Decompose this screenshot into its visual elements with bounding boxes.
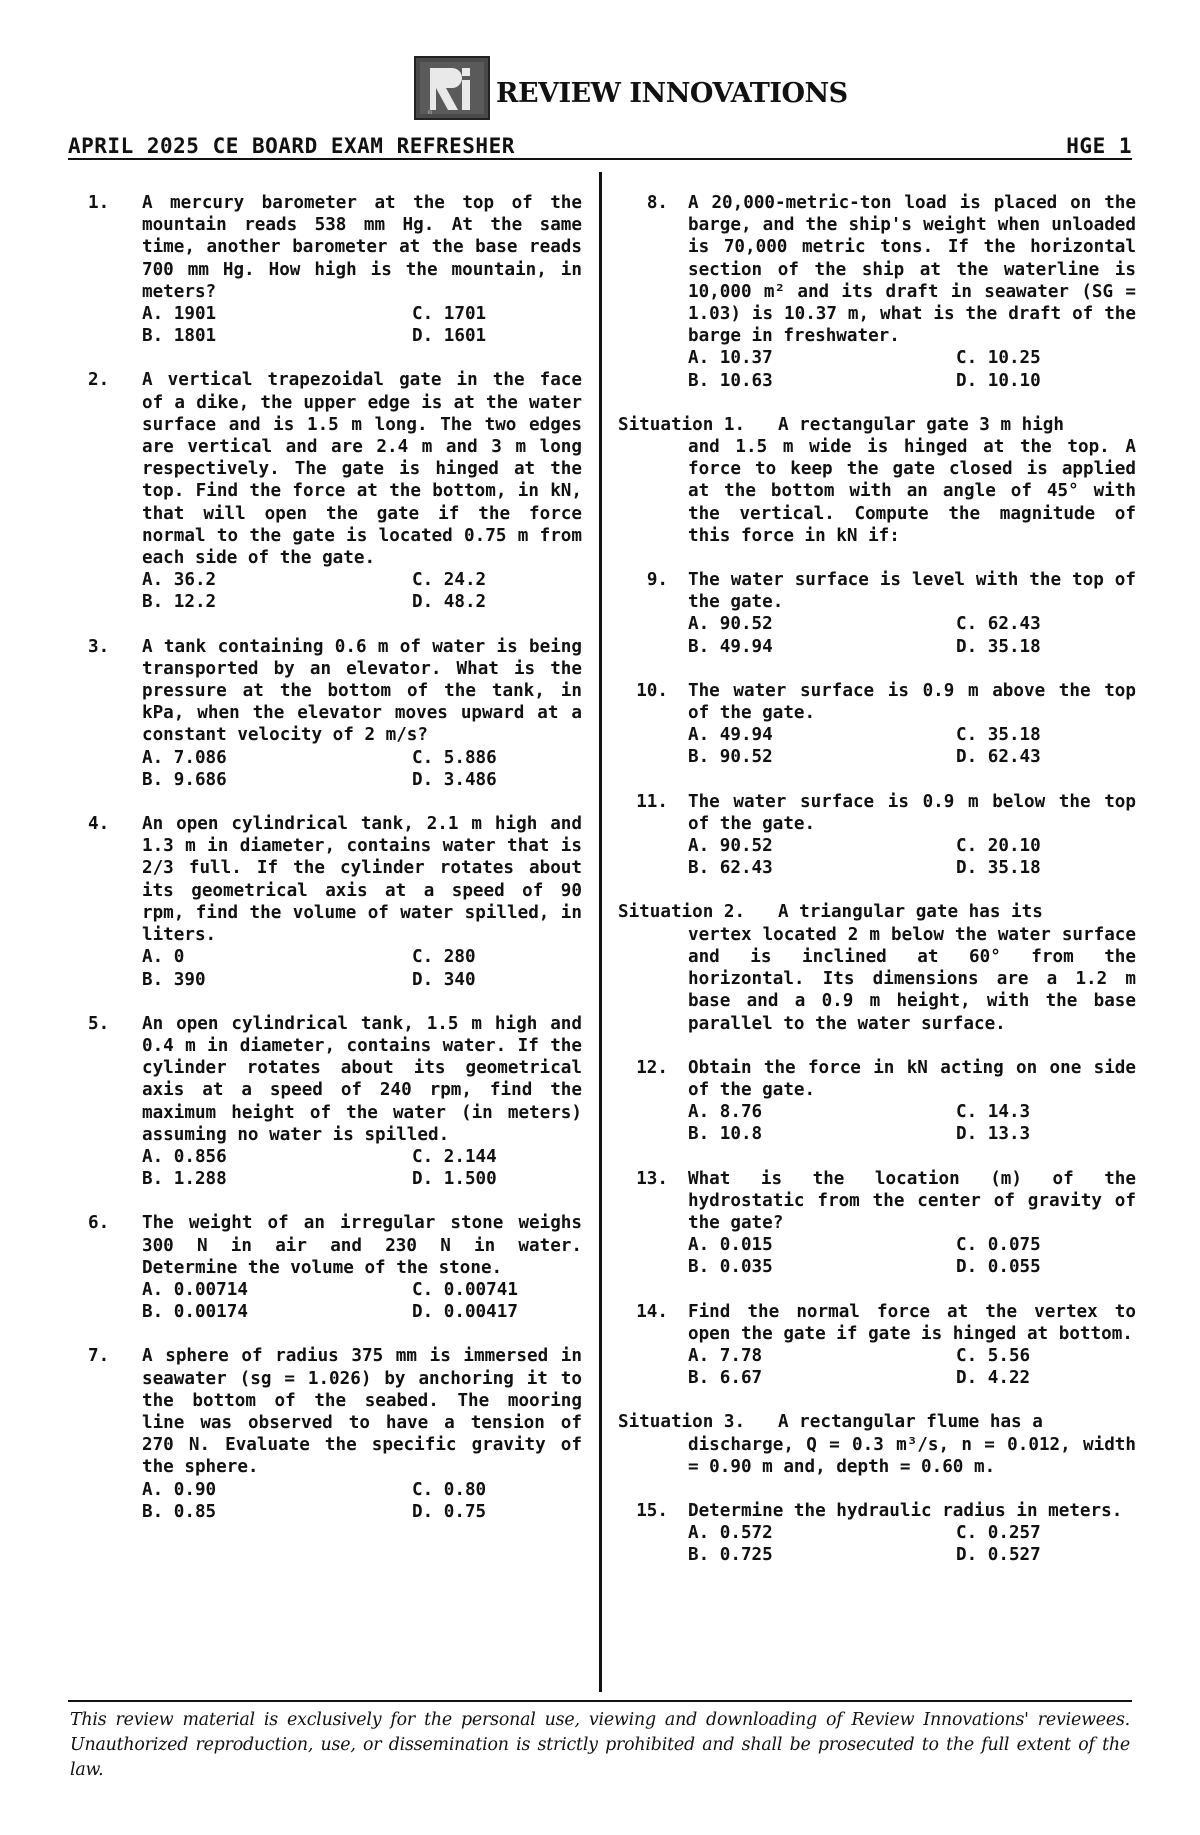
choice-d: D. 13.3 — [956, 1124, 1031, 1145]
question-number: 11. — [636, 791, 668, 812]
situation-label: Situation 1. — [618, 414, 746, 435]
situation-first-line: A rectangular flume has a — [778, 1412, 1043, 1433]
choice-c: C. 5.886 — [412, 747, 497, 768]
question-9 — [618, 569, 1136, 658]
question-number: 15. — [636, 1500, 668, 1521]
question-11 — [618, 791, 1136, 880]
choice-b: B. 9.686 — [142, 769, 227, 790]
choices — [142, 569, 582, 613]
situation-first-line: A rectangular gate 3 m high — [778, 414, 1064, 435]
question-text: An open cylindrical tank, 1.5 m high and 0.4 m in diameter, contains water. If the cylinder rotates about its geometrical axis at a speed of 240 rpm, find the maximum height of the water (in meters) assuming no water is spilled. — [142, 1013, 582, 1145]
choice-c: C. 62.43 — [956, 614, 1041, 635]
choice-d: D. 0.527 — [956, 1545, 1041, 1566]
choice-d: D. 35.18 — [956, 858, 1041, 879]
question-number: 14. — [636, 1301, 668, 1322]
question-text: A 20,000-metric-ton load is placed on the barge, and the ship's weight when unloaded is 70,000 metric tons. If the horizontal section of the ship at the waterline is 10,000 m² and its draft in seawater (SG = 1.03) is 10.37 m, what is the draft of the barge in freshwater. — [688, 193, 1136, 347]
choice-a: A. 1901 — [142, 304, 217, 325]
choice-a: A. 0.572 — [688, 1523, 773, 1544]
choice-a: A. 36.2 — [142, 570, 217, 591]
column-divider — [599, 172, 602, 1692]
choice-c: C. 10.25 — [956, 348, 1041, 369]
question-number: 8. — [646, 193, 668, 213]
question-7 — [86, 1345, 582, 1523]
question-5 — [86, 1013, 582, 1191]
question-number: 6. — [88, 1213, 110, 1234]
situation-first-line: A triangular gate has its — [778, 902, 1043, 923]
question-number: 1. — [88, 193, 110, 213]
choice-c: C. 0.075 — [956, 1235, 1041, 1256]
brand-name: REVIEW INNOVATIONS — [496, 77, 848, 109]
choice-a: A. 0.856 — [142, 1146, 227, 1167]
question-15 — [618, 1500, 1136, 1567]
choice-d: D. 48.2 — [412, 592, 487, 613]
question-number: 2. — [88, 370, 110, 391]
choices — [688, 724, 1136, 768]
question-1 — [86, 192, 582, 347]
choice-d: D. 0.055 — [956, 1257, 1041, 1278]
choice-b: B. 10.63 — [688, 370, 773, 391]
choice-b: B. 0.00174 — [142, 1302, 248, 1323]
question-number: 10. — [636, 680, 668, 701]
choice-d: D. 3.486 — [412, 769, 497, 790]
choices — [142, 1279, 582, 1323]
footer-rule — [68, 1700, 1132, 1702]
choice-a: A. 0 — [142, 947, 185, 968]
choice-b: B. 390 — [142, 969, 206, 990]
logo — [414, 55, 848, 121]
situation-label: Situation 3. — [618, 1412, 746, 1433]
situation-1 — [618, 414, 1136, 547]
choices — [688, 347, 1136, 391]
choices — [142, 747, 582, 791]
logo-ri-icon — [416, 58, 488, 118]
question-2 — [86, 369, 582, 613]
choice-b: B. 62.43 — [688, 858, 773, 879]
situation-3 — [618, 1411, 1136, 1478]
choices — [688, 1234, 1136, 1278]
question-13 — [618, 1168, 1136, 1279]
choice-c: C. 14.3 — [956, 1102, 1031, 1123]
choice-b: B. 10.8 — [688, 1124, 763, 1145]
choice-c: C. 0.00741 — [412, 1279, 518, 1300]
choice-d: D. 1.500 — [412, 1169, 497, 1190]
question-text: An open cylindrical tank, 2.1 m high and 1.3 m in diameter, contains water that is 2/3 full. If the cylinder rotates about its geometrical axis at a speed of 90 rpm, find the volume of water spilled, in liters. — [142, 814, 582, 946]
choice-d: D. 4.22 — [956, 1368, 1031, 1389]
choice-b: B. 49.94 — [688, 636, 773, 657]
choice-a: A. 90.52 — [688, 836, 773, 857]
choice-b: B. 0.85 — [142, 1501, 217, 1522]
choice-a: A. 0.00714 — [142, 1279, 248, 1300]
question-4 — [86, 813, 582, 991]
choice-c: C. 2.144 — [412, 1146, 497, 1167]
choice-a: A. 0.90 — [142, 1479, 217, 1500]
choice-b: B. 0.725 — [688, 1545, 773, 1566]
right-column — [618, 192, 1136, 1589]
choice-d: D. 0.75 — [412, 1501, 487, 1522]
header-rule — [68, 158, 1132, 160]
question-8 — [618, 192, 1136, 392]
choice-b: B. 1801 — [142, 326, 217, 347]
situation-2 — [618, 901, 1136, 1034]
question-number: 3. — [88, 636, 110, 657]
choices — [688, 1101, 1136, 1145]
choice-d: D. 62.43 — [956, 747, 1041, 768]
choice-b: B. 6.67 — [688, 1368, 763, 1389]
choice-d: D. 35.18 — [956, 636, 1041, 657]
choice-a: A. 7.086 — [142, 747, 227, 768]
situation-text: discharge, Q = 0.3 m³/s, n = 0.012, width = 0.90 m and, depth = 0.60 m. — [688, 1434, 1136, 1477]
situation-label: Situation 2. — [618, 902, 746, 923]
question-6 — [86, 1212, 582, 1323]
choice-c: C. 20.10 — [956, 836, 1041, 857]
question-text: The water surface is 0.9 m above the top of the gate. — [688, 680, 1136, 724]
question-14 — [618, 1301, 1136, 1390]
choices — [142, 1146, 582, 1190]
choice-b: B. 0.035 — [688, 1257, 773, 1278]
choice-c: C. 1701 — [412, 304, 487, 325]
question-number: 9. — [646, 570, 668, 591]
choice-d: D. 1601 — [412, 326, 487, 347]
choices — [688, 1345, 1136, 1389]
footer-disclaimer: This review material is exclusively for the personal use, viewing and downloading of Review Innovations' reviewees. Unauthorized reproduction, use, or dissemination is strictly prohibited and shall be prosecuted to the full extent of the law. — [70, 1710, 1130, 1780]
question-number: 7. — [88, 1346, 110, 1367]
subject-code: HGE 1 — [1066, 134, 1132, 158]
question-text: Obtain the force in kN acting on one side of the gate. — [688, 1057, 1136, 1100]
choice-c: C. 24.2 — [412, 570, 487, 591]
question-number: 13. — [636, 1168, 668, 1189]
question-text: Determine the hydraulic radius in meters. — [688, 1500, 1123, 1521]
choice-c: C. 35.18 — [956, 725, 1041, 746]
question-text: The weight of an irregular stone weighs 300 N in air and 230 N in water. Determine the volume of the stone. — [142, 1213, 582, 1278]
question-text: A vertical trapezoidal gate in the face of a dike, the upper edge is at the water surface and is 1.5 m long. The two edges are vertical and are 2.4 m and 3 m long respectively. The gate is hinged at the top. Find the force at the bottom, in kN, that will open the gate if the force normal to the gate is located 0.75 m from each side of the gate. — [142, 370, 582, 569]
question-3 — [86, 636, 582, 791]
choice-a: A. 7.78 — [688, 1345, 763, 1366]
choices — [688, 835, 1136, 879]
question-number: 4. — [88, 814, 110, 835]
choice-d: D. 10.10 — [956, 370, 1041, 391]
logo-mark — [414, 56, 490, 120]
question-text: The water surface is 0.9 m below the top of the gate. — [688, 791, 1136, 834]
question-number: 12. — [636, 1057, 668, 1078]
choice-b: B. 12.2 — [142, 592, 217, 613]
exam-title: APRIL 2025 CE BOARD EXAM REFRESHER — [68, 134, 515, 158]
choice-c: C. 0.80 — [412, 1479, 487, 1500]
question-12 — [618, 1057, 1136, 1146]
choices — [688, 613, 1136, 657]
choice-b: B. 90.52 — [688, 747, 773, 768]
question-text: What is the location (m) of the hydrostatic from the center of gravity of the gate? — [688, 1168, 1136, 1233]
choice-b: B. 1.288 — [142, 1169, 227, 1190]
choice-a: A. 90.52 — [688, 614, 773, 635]
choice-c: C. 280 — [412, 947, 476, 968]
choice-a: A. 0.015 — [688, 1235, 773, 1256]
header-row — [68, 132, 1132, 158]
choice-c: C. 0.257 — [956, 1523, 1041, 1544]
choice-a: A. 10.37 — [688, 348, 773, 369]
question-text: The water surface is level with the top of the gate. — [688, 570, 1136, 613]
choice-c: C. 5.56 — [956, 1345, 1031, 1366]
choice-d: D. 0.00417 — [412, 1302, 518, 1323]
question-10 — [618, 680, 1136, 769]
question-text: A sphere of radius 375 mm is immersed in seawater (sg = 1.026) by anchoring it to the bottom of the seabed. The mooring line was observed to have a tension of 270 N. Evaluate the specific gravity of the sphere. — [142, 1346, 582, 1478]
choices — [142, 946, 582, 990]
choices — [142, 1479, 582, 1523]
choices — [142, 303, 582, 347]
choice-a: A. 8.76 — [688, 1102, 763, 1123]
svg-text:RI: RI — [428, 110, 432, 115]
situation-text: and 1.5 m wide is hinged at the top. A force to keep the gate closed is applied at the bottom with an angle of 45° with the vertical. Compute the magnitude of this force in kN if: — [688, 437, 1136, 546]
choice-a: A. 49.94 — [688, 725, 773, 746]
question-number: 5. — [88, 1013, 110, 1034]
question-text: A mercury barometer at the top of the mountain reads 538 mm Hg. At the same time, another barometer at the base reads 700 mm Hg. How high is the mountain, in meters? — [142, 193, 582, 302]
situation-text: vertex located 2 m below the water surface and is inclined at 60° from the horizontal. Its dimensions are a 1.2 m base and a 0.9 m height, with the base parallel to the water surface. — [688, 924, 1136, 1034]
choices — [688, 1522, 1136, 1566]
question-text: Find the normal force at the vertex to open the gate if gate is hinged at bottom. — [688, 1301, 1136, 1344]
question-text: A tank containing 0.6 m of water is being transported by an elevator. What is the pressure at the bottom of the tank, in kPa, when the elevator moves upward at a constant velocity of 2 m/s? — [142, 636, 582, 746]
left-column — [86, 192, 582, 1545]
choice-d: D. 340 — [412, 969, 476, 990]
